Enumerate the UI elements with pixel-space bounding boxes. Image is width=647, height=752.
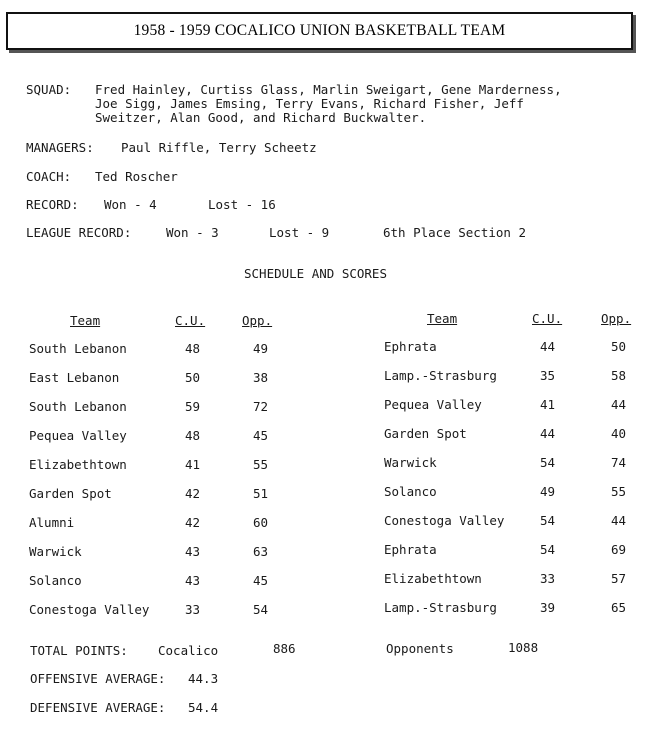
game-opp-score: 51 [253,486,269,501]
game-cu-score: 41 [540,397,556,412]
game-cu-score: 33 [185,602,201,617]
game-team: Solanco [29,573,82,588]
game-opp-score: 55 [611,484,627,499]
league-record-won: Won - 3 [166,225,219,240]
game-team: Garden Spot [384,426,467,441]
game-cu-score: 43 [185,544,201,559]
record-lost: Lost - 16 [208,197,276,212]
header-cu: C.U. [532,311,563,326]
game-opp-score: 50 [611,339,627,354]
title-banner [6,12,633,50]
game-cu-score: 50 [185,370,201,385]
header-opp: Opp. [242,313,273,328]
game-opp-score: 74 [611,455,627,470]
game-cu-score: 54 [540,513,556,528]
game-cu-score: 42 [185,515,201,530]
total-cocalico-label: Cocalico [158,643,219,658]
game-cu-score: 48 [185,341,201,356]
defensive-average-label: DEFENSIVE AVERAGE: [30,700,166,715]
game-team: South Lebanon [29,399,127,414]
game-cu-score: 43 [185,573,201,588]
managers-value: Paul Riffle, Terry Scheetz [121,140,317,155]
game-team: Pequea Valley [384,397,482,412]
game-opp-score: 49 [253,341,269,356]
league-record-label: LEAGUE RECORD: [26,225,132,240]
game-team: Garden Spot [29,486,112,501]
game-cu-score: 39 [540,600,556,615]
record-won: Won - 4 [104,197,157,212]
game-team: Conestoga Valley [384,513,505,528]
game-cu-score: 54 [540,542,556,557]
game-opp-score: 54 [253,602,269,617]
game-opp-score: 40 [611,426,627,441]
game-team: Ephrata [384,339,437,354]
game-opp-score: 65 [611,600,627,615]
game-opp-score: 55 [253,457,269,472]
game-team: Alumni [29,515,75,530]
game-team: Lamp.-Strasburg [384,600,497,615]
header-team: Team [70,313,101,328]
game-cu-score: 59 [185,399,201,414]
game-cu-score: 44 [540,426,556,441]
game-cu-score: 44 [540,339,556,354]
game-team: East Lebanon [29,370,120,385]
offensive-average-label: OFFENSIVE AVERAGE: [30,671,166,686]
game-opp-score: 57 [611,571,627,586]
game-opp-score: 44 [611,513,627,528]
squad-line: Sweitzer, Alan Good, and Richard Buckwalter. [95,110,427,125]
squad-label: SQUAD: [26,82,72,97]
game-team: Pequea Valley [29,428,127,443]
league-record-lost: Lost - 9 [269,225,330,240]
game-opp-score: 58 [611,368,627,383]
game-team: Conestoga Valley [29,602,150,617]
game-cu-score: 54 [540,455,556,470]
game-team: Solanco [384,484,437,499]
game-team: Lamp.-Strasburg [384,368,497,383]
league-place: 6th Place Section 2 [383,225,526,240]
game-cu-score: 41 [185,457,201,472]
game-opp-score: 45 [253,428,269,443]
squad-line: Fred Hainley, Curtiss Glass, Marlin Sweigart, Gene Marderness, [95,82,562,97]
game-team: Elizabethtown [384,571,482,586]
game-team: South Lebanon [29,341,127,356]
total-points-label: TOTAL POINTS: [30,643,128,658]
record-label: RECORD: [26,197,79,212]
game-opp-score: 44 [611,397,627,412]
total-opponents-value: 1088 [508,640,539,655]
game-cu-score: 33 [540,571,556,586]
schedule-heading: SCHEDULE AND SCORES [244,266,387,281]
game-opp-score: 63 [253,544,269,559]
game-cu-score: 48 [185,428,201,443]
game-cu-score: 35 [540,368,556,383]
game-opp-score: 45 [253,573,269,588]
total-cocalico-value: 886 [273,641,296,656]
total-opponents-label: Opponents [386,641,454,656]
coach-label: COACH: [26,169,72,184]
game-opp-score: 69 [611,542,627,557]
game-team: Ephrata [384,542,437,557]
game-opp-score: 72 [253,399,269,414]
squad-line: Joe Sigg, James Emsing, Terry Evans, Richard Fisher, Jeff [95,96,524,111]
header-team: Team [427,311,458,326]
game-team: Warwick [29,544,82,559]
offensive-average-value: 44.3 [188,671,219,686]
game-opp-score: 60 [253,515,269,530]
defensive-average-value: 54.4 [188,700,219,715]
page-title: 1958 - 1959 COCALICO UNION BASKETBALL TEAM [133,22,506,39]
game-cu-score: 42 [185,486,201,501]
header-cu: C.U. [175,313,206,328]
header-opp: Opp. [601,311,632,326]
coach-value: Ted Roscher [95,169,178,184]
game-team: Elizabethtown [29,457,127,472]
game-cu-score: 49 [540,484,556,499]
game-team: Warwick [384,455,437,470]
game-opp-score: 38 [253,370,269,385]
managers-label: MANAGERS: [26,140,94,155]
